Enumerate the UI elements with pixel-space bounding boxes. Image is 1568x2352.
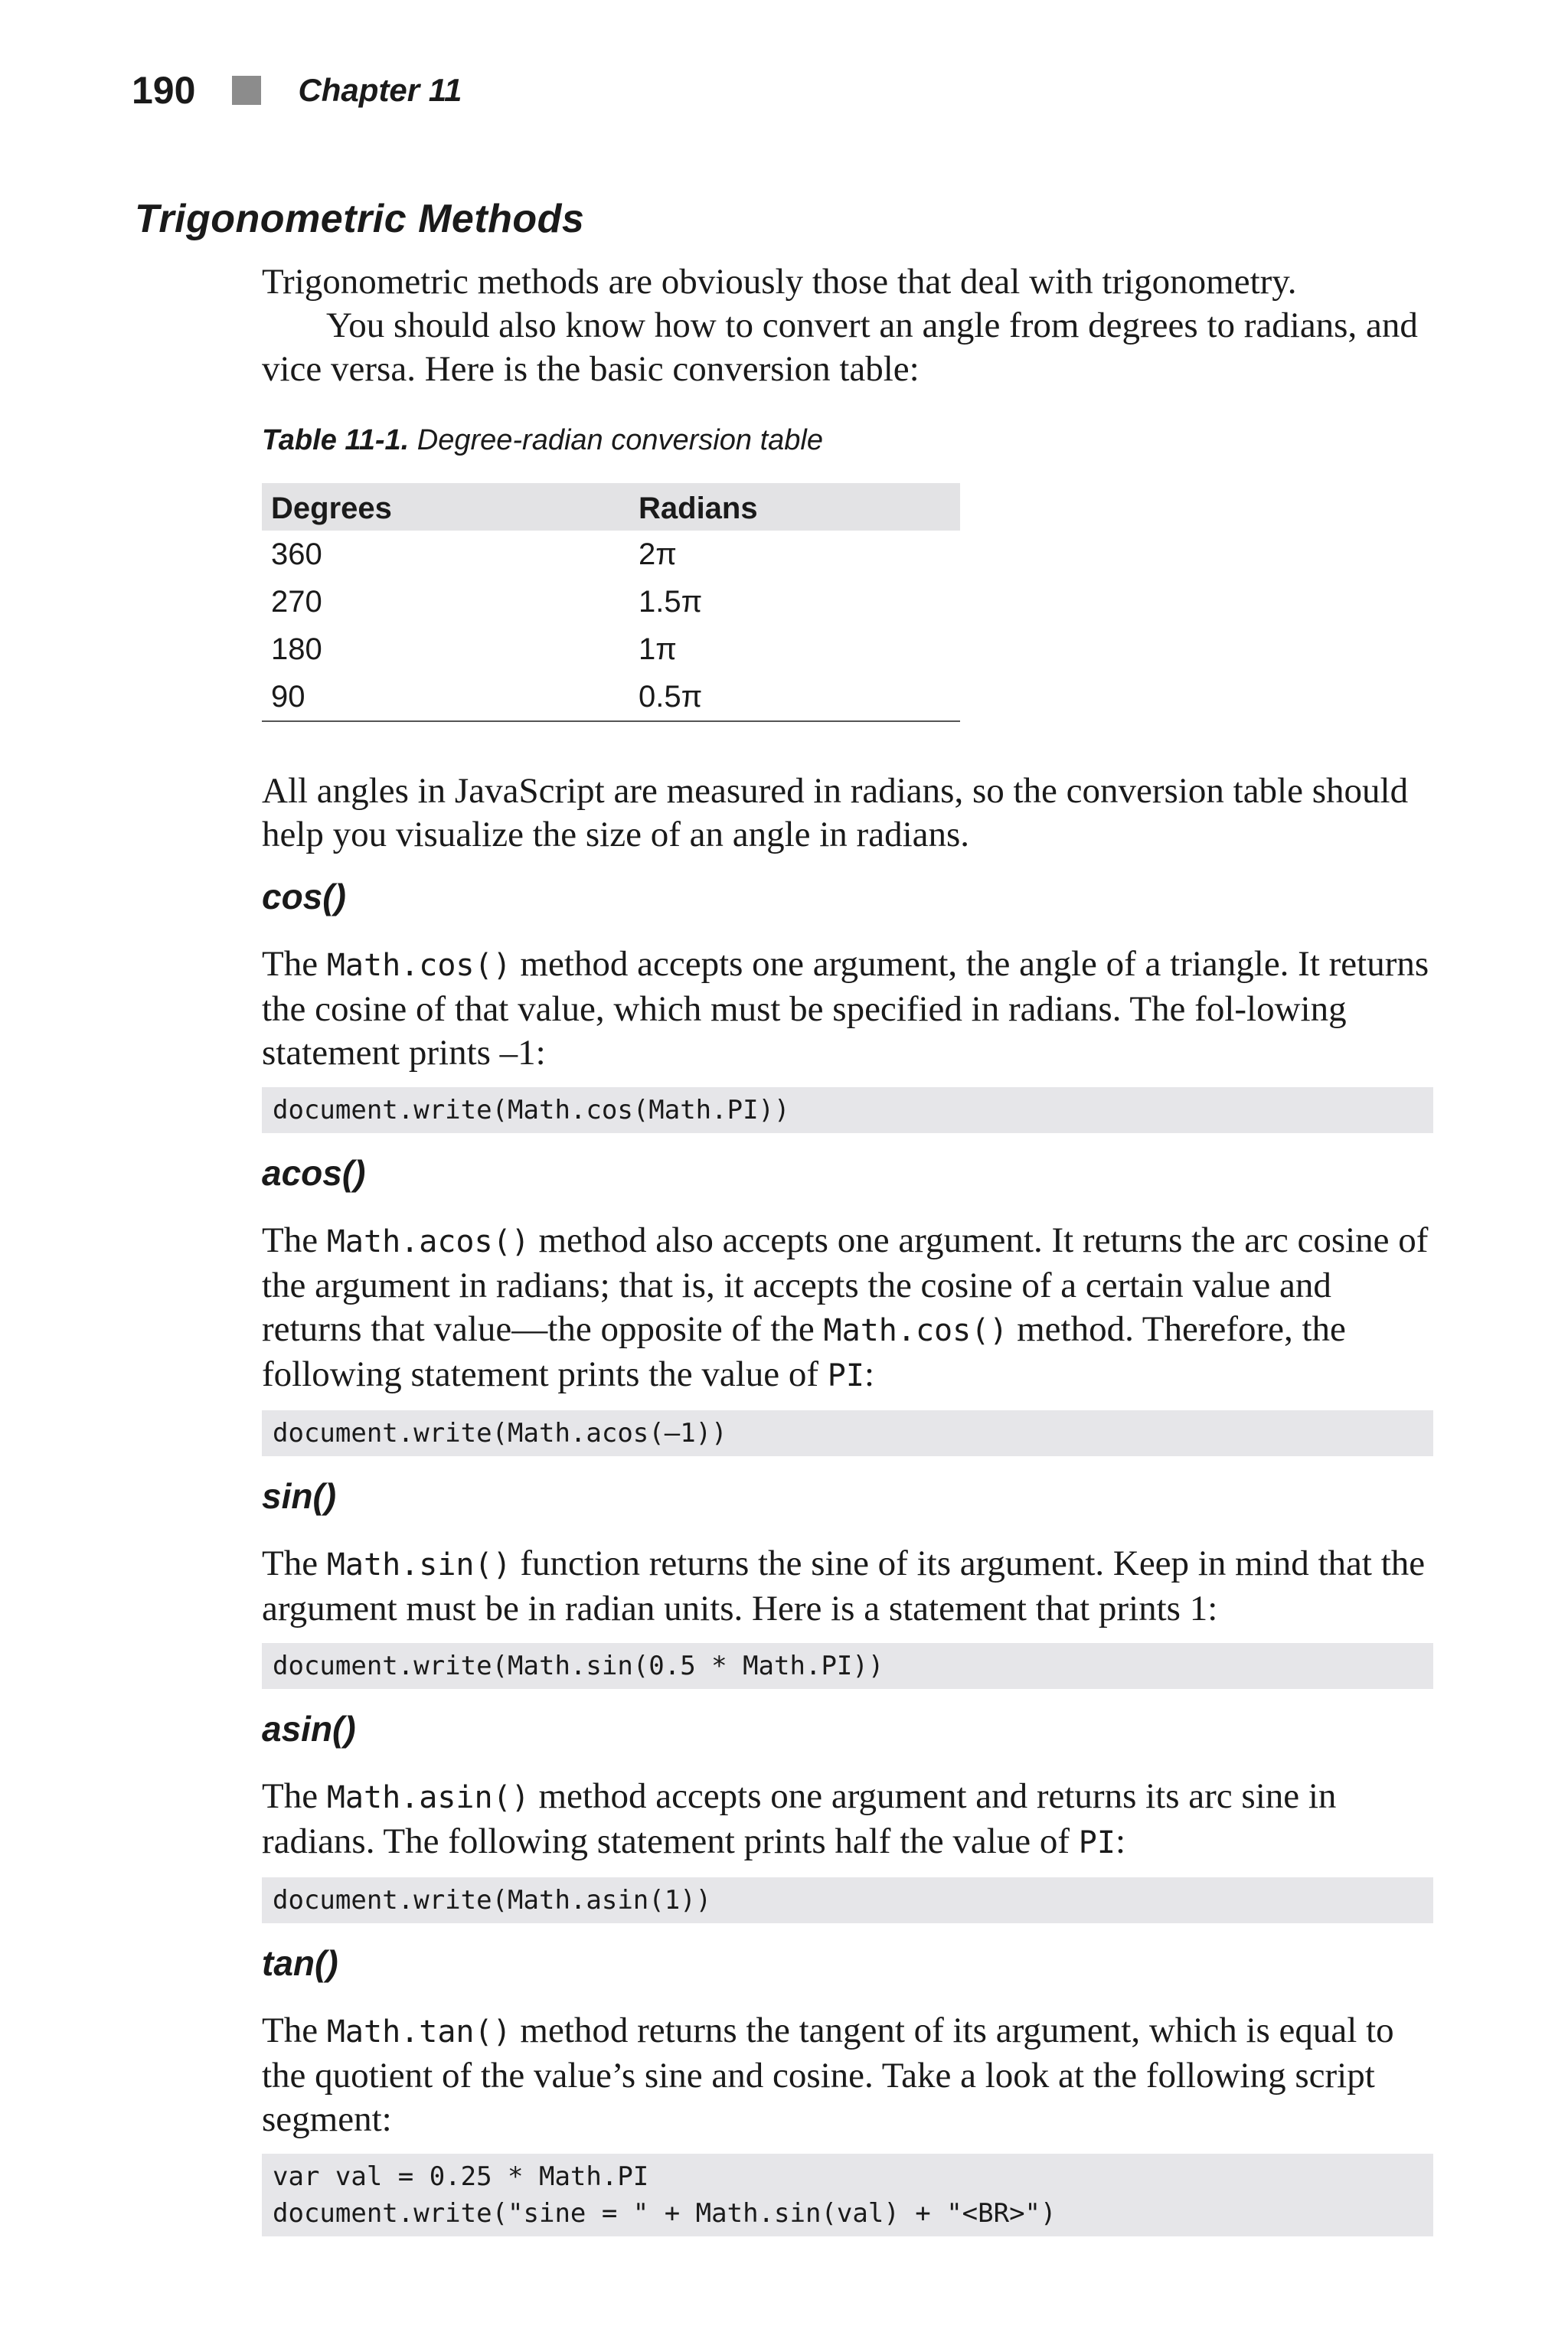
chapter-label: Chapter 11 xyxy=(298,72,462,108)
text-run: The xyxy=(262,1220,327,1260)
inline-code: Math.sin() xyxy=(326,1547,511,1583)
table-cell-degrees: 270 xyxy=(271,584,322,619)
text-run: method accepts one argument, the angle of a triangle. It returns the cosine of that value, which must be specified in radians. The fol-lowing statement prints –1: xyxy=(262,944,1429,1073)
sin-paragraph xyxy=(262,1542,1438,1631)
table-caption-label: Table 11-1. xyxy=(262,424,410,456)
acos-heading: acos() xyxy=(262,1153,366,1193)
table-header-radians: Radians xyxy=(629,483,960,531)
text-run: The xyxy=(262,944,327,984)
tan-heading: tan() xyxy=(262,1943,338,1983)
table-caption-text: Degree-radian conversion table xyxy=(416,424,823,456)
text-run: The xyxy=(262,2011,327,2050)
conversion-table xyxy=(262,483,960,722)
table-row xyxy=(262,578,960,626)
table-cell-degrees: 180 xyxy=(271,632,322,666)
table-cell-radians: 1.5π xyxy=(639,584,703,619)
section-title: Trigonometric Methods xyxy=(135,197,585,241)
text-run: : xyxy=(1115,1821,1126,1861)
text-run: method returns the tangent of its argument, which is equal to the quotient of the value’s sine and cosine. Take a look at the following script segment: xyxy=(262,2011,1394,2139)
page-number: 190 xyxy=(132,69,196,112)
inline-code: Math.acos() xyxy=(326,1224,530,1259)
table-cell-radians: 2π xyxy=(639,537,677,571)
after-table-paragraph: All angles in JavaScript are measured in radians, so the conversion table should help you visualize the size of an angle in radians. xyxy=(262,771,1409,854)
page-content xyxy=(262,260,1438,2236)
inline-code: Math.tan() xyxy=(326,2014,511,2050)
cos-paragraph xyxy=(262,942,1438,1075)
text-run: function returns the sine of its argument. Keep in mind that the argument must be in radian units. Here is a statement that prints 1: xyxy=(262,1544,1426,1628)
intro-paragraph-2: You should also know how to convert an angle from degrees to radians, and vice versa. Here is the basic conversion table: xyxy=(262,305,1418,389)
asin-heading: asin() xyxy=(262,1709,356,1749)
intro-paragraph-1: Trigonometric methods are obviously those that deal with trigonometry. xyxy=(262,262,1297,302)
acos-paragraph xyxy=(262,1219,1438,1398)
inline-code: Math.cos() xyxy=(326,948,511,983)
table-row xyxy=(262,531,960,578)
asin-paragraph xyxy=(262,1775,1438,1865)
inline-code: Math.cos() xyxy=(823,1313,1008,1348)
cos-code-block: document.write(Math.cos(Math.PI)) xyxy=(262,1087,1433,1133)
table-cell-radians: 0.5π xyxy=(639,679,703,714)
text-run: The xyxy=(262,1544,327,1583)
inline-code: PI xyxy=(827,1358,864,1393)
sin-heading: sin() xyxy=(262,1476,337,1516)
table-cell-degrees: 90 xyxy=(271,679,305,714)
text-run: : xyxy=(864,1354,875,1394)
tan-paragraph xyxy=(262,2009,1438,2141)
cos-heading: cos() xyxy=(262,877,346,916)
tan-code-block xyxy=(262,2154,1433,2236)
code-line: document.write("sine = " + Math.sin(val) + "<BR>") xyxy=(273,2198,1057,2229)
inline-code: Math.asin() xyxy=(326,1780,530,1815)
inline-code: PI xyxy=(1078,1825,1116,1860)
text-run: method also accepts one argument. It returns the arc cosine of the argument in radians; that is, it accepts the cosine of a certain value and returns that value—the opposite of the xyxy=(262,1220,1429,1349)
text-run: method. Therefore, the following statement prints the value of xyxy=(262,1309,1346,1394)
table-caption xyxy=(262,419,1438,462)
asin-code-block: document.write(Math.asin(1)) xyxy=(262,1877,1433,1923)
text-run: The xyxy=(262,1776,327,1816)
running-head xyxy=(132,66,462,115)
table-row xyxy=(262,626,960,673)
acos-code-block: document.write(Math.acos(–1)) xyxy=(262,1410,1433,1456)
text-run: method accepts one argument and returns its arc sine in radians. The following statement prints half the value of xyxy=(262,1776,1337,1861)
table-header-degrees: Degrees xyxy=(262,483,629,531)
table-row xyxy=(262,673,960,721)
table-cell-radians: 1π xyxy=(639,632,677,666)
code-line: var val = 0.25 * Math.PI xyxy=(273,2161,649,2192)
table-cell-degrees: 360 xyxy=(271,537,322,571)
header-square-ornament xyxy=(232,76,261,105)
sin-code-block: document.write(Math.sin(0.5 * Math.PI)) xyxy=(262,1643,1433,1689)
table-header-row xyxy=(262,483,960,531)
